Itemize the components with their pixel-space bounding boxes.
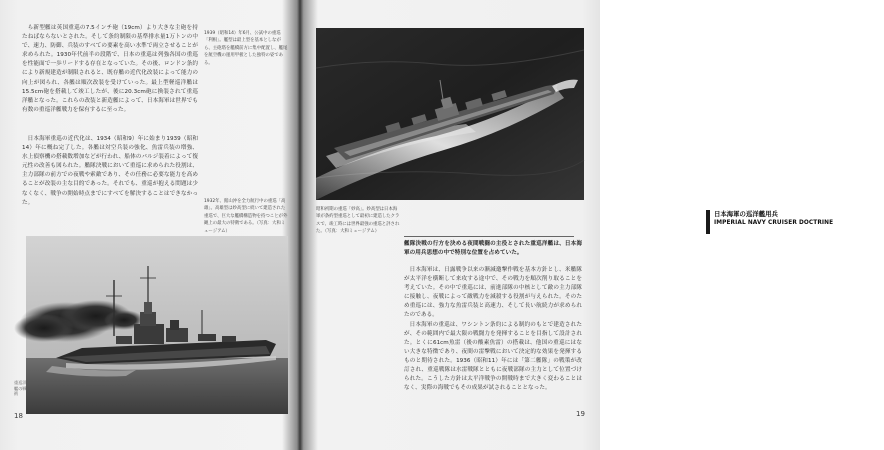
right-paragraph-2: 日本海軍の重巡は、ワシントン条約による制約のもとで建造されたが、その範囲内で最大限の戦闘力を発揮することを目指して設計された。とくに61cm魚雷（後の酸素魚雷）の搭載は、他国の重巡にはない大きな特徴であり、夜間の雷撃戦において決定的な効果を発揮するものと期待された。1936（昭和11）年には「第二艦隊」の戦策が改訂され、重巡戦隊は水雷戦隊とともに夜戦部隊の主力として位置づけられた。こうした方針は太平洋戦争の開戦時まで大きく変わることはなく、実際の海戦でもその成果が試されることとなった。 <box>404 321 582 392</box>
cruiser-photo-left <box>26 236 288 414</box>
photo-caption-lower: 1932年、館山沖を全力航行中の重巡「高雄」。高雄型は妙高型に続いて建造された重巡で、巨大な艦橋構造物を持つことが外観上の最大の特徴である。（写真：大和ミュージアム） <box>204 199 288 234</box>
left-page <box>0 0 298 450</box>
left-body-text-top <box>22 24 198 134</box>
right-page-number: 19 <box>576 410 585 418</box>
section-rule <box>404 236 574 237</box>
section-title-jp: 日本海軍の巡洋艦用兵 <box>714 210 778 218</box>
right-paragraph-1: 日本海軍は、日露戦争以来の漸減邀撃作戦を基本方針とし、米艦隊が太平洋を横断して来攻する途中で、その戦力を順次削り取ることを考えていた。その中で重巡には、前進部隊の中核として敵の主力部隊に接触し、夜戦によって敵戦力を減殺する役割が与えられた。そのため重巡には、強力な魚雷兵装と高速力、そして長い航続力が求められたのである。 <box>404 267 582 319</box>
left-paragraph-2: 日本海軍重巡の近代化は、1934（昭和9）年に始まり1939（昭和14）年に概ね完了した。各艦は対空兵装の強化、魚雷兵装の増強、水上偵察機の搭載数増加などが行われ、船体のバルジ装着によって復元性の改善も図られた。艦隊決戦において重巡に求められた役割は、主力部隊の前方での夜戦や索敵であり、その任務に必要な能力を高めることが改装の主な目的であった。それでも、重巡が抱える問題は少なくなく、戦争の開始時点までにすべてを解決することはできなかった。 <box>22 136 198 206</box>
cruiser-photo-right <box>316 28 584 200</box>
side-label: 重巡洋艦の戦術 <box>14 380 27 397</box>
right-page <box>302 0 834 450</box>
photo-caption-upper: 1939（昭和14）年6月、公試中の重巡「利根」。艦型は最上型を基本としながら、主砲塔を艦橋前方に集中配置し、艦尾を航空機の運用甲板とした独特の姿である。 <box>204 31 288 66</box>
right-body-text <box>404 266 582 408</box>
section-title-en: IMPERIAL NAVY CRUISER DOCTRINE <box>714 220 834 226</box>
photo-caption-right: 昭和初期の重巡「妙高」。妙高型は日本海軍が条約型重巡として最初に建造したクラスで、竣工時には世界最強の重巡と評された。（写真：大和ミュージアム） <box>316 207 400 235</box>
lead-text: 艦隊決戦の行方を決める夜間戦闘の主役とされた重巡洋艦は、日本海軍の用兵思想の中で特別な位置を占めていた。 <box>404 241 582 257</box>
left-body-text-bottom <box>22 135 198 206</box>
left-paragraph-1: ら新型艦は英国重巡の7.5インチ砲（19cm）より大きな主砲を持たねばならないとされた。そして条約制限の基準排水量1万トンの中で、速力、防御、兵装のすべての要素を高い水準で両立させることが求められた。1930年代前半の段階で、日本の重巡は列強各国の重巡を性能面で一歩リードする存在となっていた。その後、ロンドン条約により新規建造が制限されると、既存艦の近代化改装によって能力の向上が図られ、各艦は順次改装を受けていった。最上型軽巡洋艦は15.5cm砲を搭載して竣工したが、後に20.3cm砲に換装されて重巡洋艦となった。これらの改装と新造艦によって、日本海軍は世界でも有数の重巡洋艦戦力を保有するに至った。 <box>22 25 198 113</box>
section-heading <box>706 210 884 234</box>
left-page-number: 18 <box>14 412 23 420</box>
